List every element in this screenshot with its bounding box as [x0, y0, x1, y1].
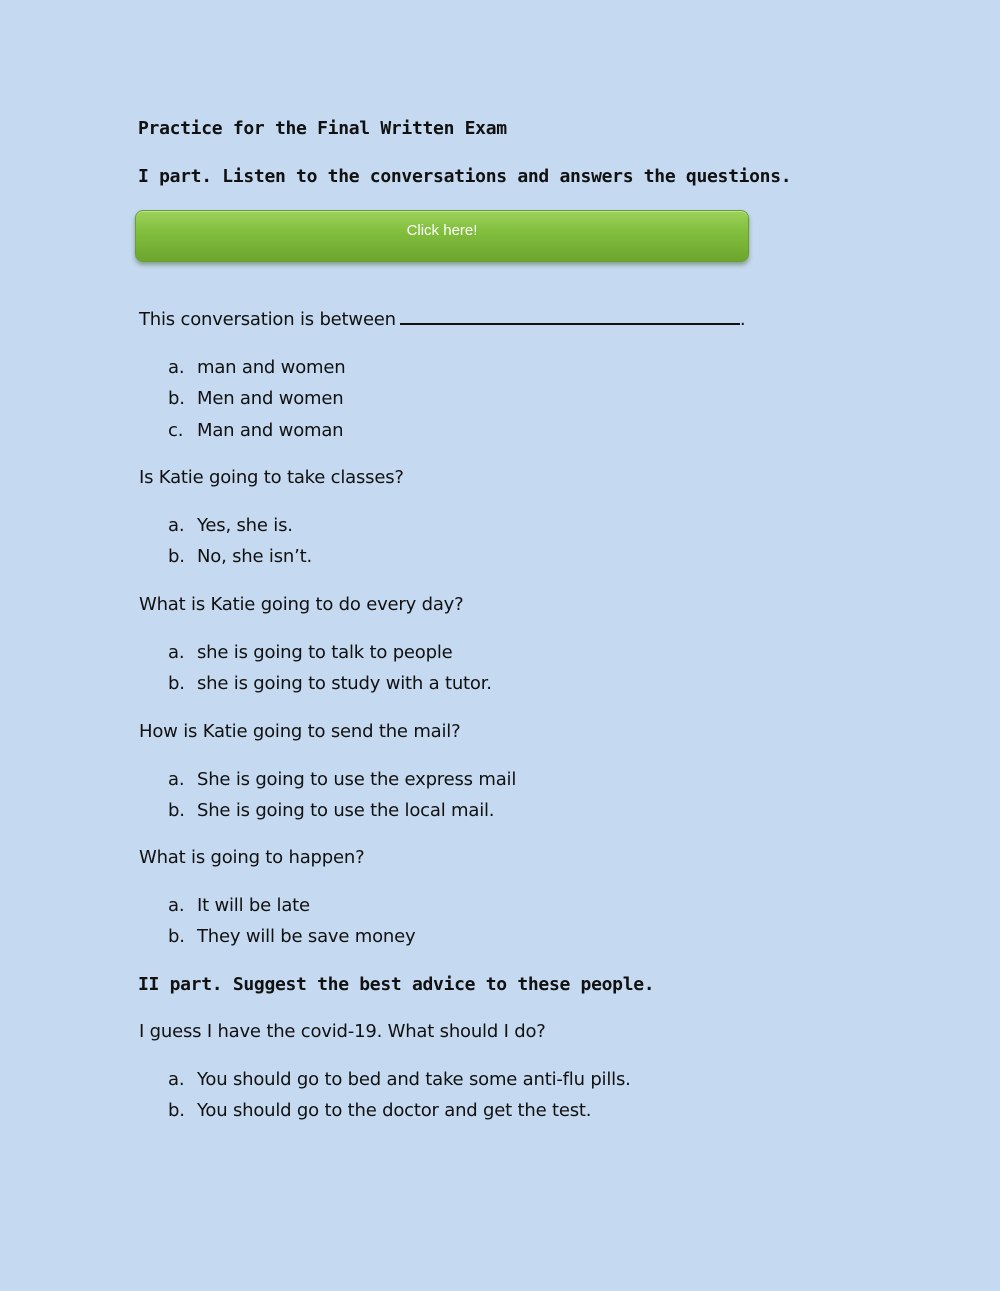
option-text: They will be save money — [197, 926, 416, 947]
q2-option-a[interactable] — [168, 515, 293, 536]
question-5: What is going to happen? — [139, 847, 365, 868]
p2q1-option-b[interactable] — [168, 1100, 591, 1121]
q5-option-a[interactable] — [168, 895, 310, 916]
option-letter: a. — [168, 515, 185, 536]
option-text: Men and women — [197, 388, 344, 409]
option-text: You should go to bed and take some anti-flu pills. — [197, 1069, 631, 1090]
answer-blank — [400, 309, 740, 325]
option-letter: c. — [168, 420, 184, 441]
option-text: Man and woman — [197, 420, 344, 441]
question-3: What is Katie going to do every day? — [139, 594, 464, 615]
option-letter: a. — [168, 769, 185, 790]
q4-option-b[interactable] — [168, 800, 494, 821]
question-4: How is Katie going to send the mail? — [139, 721, 461, 742]
option-letter: a. — [168, 357, 185, 378]
option-letter: b. — [168, 388, 185, 409]
part2-heading: II part. Suggest the best advice to these people. — [138, 974, 655, 995]
option-text: man and women — [197, 357, 346, 378]
q1-option-c[interactable] — [168, 420, 343, 441]
option-letter: b. — [168, 926, 185, 947]
part1-heading: I part. Listen to the conversations and answers the questions. — [138, 166, 792, 187]
option-letter: b. — [168, 800, 185, 821]
option-letter: b. — [168, 1100, 185, 1121]
option-text: It will be late — [197, 895, 310, 916]
question-1-period: . — [739, 309, 746, 330]
q4-option-a[interactable] — [168, 769, 516, 790]
option-letter: a. — [168, 1069, 185, 1090]
q1-option-a[interactable] — [168, 357, 345, 378]
option-text: No, she isn’t. — [197, 546, 312, 567]
option-text: She is going to use the express mail — [197, 769, 517, 790]
q3-option-b[interactable] — [168, 673, 492, 694]
option-text: She is going to use the local mail. — [197, 800, 495, 821]
option-letter: a. — [168, 895, 185, 916]
question-1-text: This conversation is between — [139, 309, 396, 330]
q1-option-b[interactable] — [168, 388, 343, 409]
q2-option-b[interactable] — [168, 546, 312, 567]
option-letter: b. — [168, 546, 185, 567]
part2-question-1: I guess I have the covid-19. What should I do? — [139, 1021, 546, 1042]
q3-option-a[interactable] — [168, 642, 453, 663]
option-letter: b. — [168, 673, 185, 694]
page-title: Practice for the Final Written Exam — [138, 118, 507, 139]
question-1 — [139, 309, 745, 330]
option-text: she is going to talk to people — [197, 642, 453, 663]
p2q1-option-a[interactable] — [168, 1069, 631, 1090]
option-text: she is going to study with a tutor. — [197, 673, 492, 694]
option-letter: a. — [168, 642, 185, 663]
option-text: Yes, she is. — [197, 515, 293, 536]
question-2: Is Katie going to take classes? — [139, 467, 404, 488]
option-text: You should go to the doctor and get the test. — [197, 1100, 592, 1121]
click-here-button[interactable]: Click here! — [135, 210, 749, 262]
q5-option-b[interactable] — [168, 926, 415, 947]
